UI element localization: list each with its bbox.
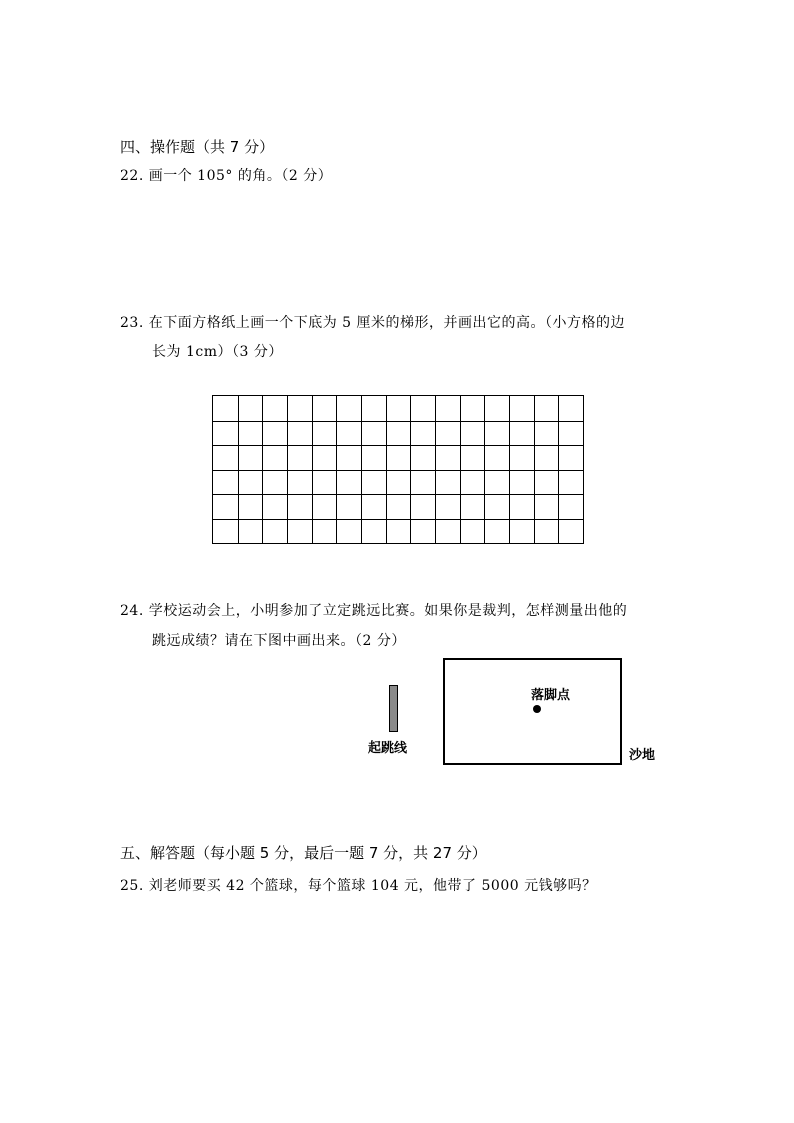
section-5-title: 五、解答题（每小题 5 分，最后一题 7 分，共 27 分） [120,844,487,862]
square-grid-paper [212,395,584,544]
sand-label: 沙地 [629,748,656,763]
landing-point-label: 落脚点 [531,688,571,703]
question-24-line-2: 跳远成绩？请在下图中画出来。（2 分） [152,633,406,649]
landing-point-dot [533,705,541,713]
question-23-line-2: 长为 1cm）（3 分） [152,344,283,360]
section-4-title: 四、操作题（共 7 分） [120,138,275,156]
sand-pit [443,658,622,765]
start-line-bar [389,685,398,732]
grid-lines [213,396,583,543]
start-line-label: 起跳线 [368,741,408,756]
question-23-line-1: 23. 在下面方格纸上画一个下底为 5 厘米的梯形，并画出它的高。（小方格的边 [120,315,626,331]
question-24-line-1: 24. 学校运动会上，小明参加了立定跳远比赛。如果你是裁判，怎样测量出他的 [120,603,628,619]
question-25: 25. 刘老师要买 42 个篮球，每个篮球 104 元，他带了 5000 元钱够吗？ [120,878,597,894]
question-22: 22. 画一个 105° 的角。（2 分） [120,168,333,184]
